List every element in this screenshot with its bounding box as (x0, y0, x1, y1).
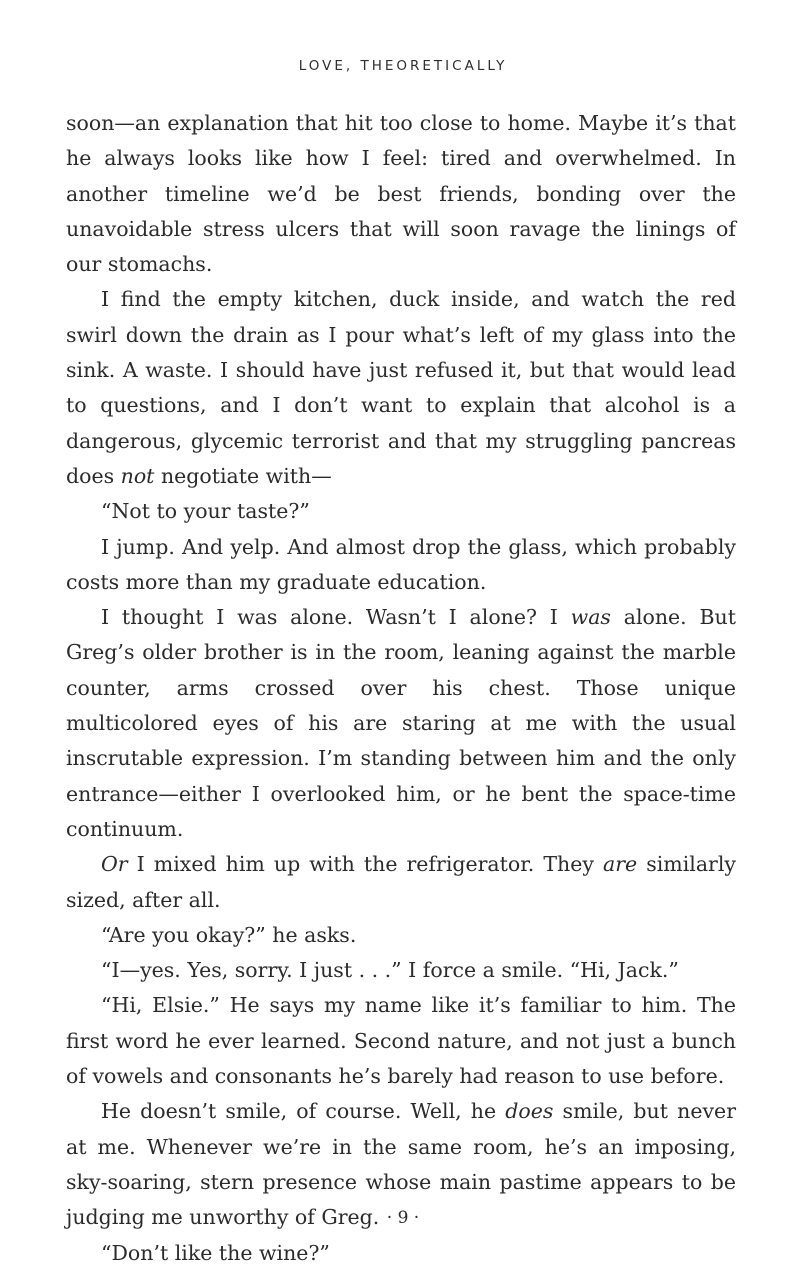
paragraph: “Don’t like the wine?” (101, 1240, 330, 1265)
paragraph: I find the empty kitchen, duck inside, and watch the red swirl down the drain as I pour what’s left of my glass into the sink. A waste. I should have just refused it, but that would lead to questions, and I don’t want to explain that alcohol is a dangerous, glycemic terrorist and that my struggling pancreas does not negotiate with— (66, 287, 736, 488)
paragraph: I jump. And yelp. And almost drop the glass, which probably costs more than my graduate education. (66, 534, 736, 594)
paragraph: “Hi, Elsie.” He says my name like it’s familiar to him. The first word he ever learned. Second nature, and not just a bunch of vowels and consonants he’s barely had reason to use before. (66, 993, 736, 1089)
paragraph: Or I mixed him up with the refrigerator. They are similarly sized, after all. (66, 852, 736, 912)
paragraph: “I—yes. Yes, sorry. I just . . .” I force a smile. “Hi, Jack.” (101, 958, 679, 983)
paragraph: soon—an explanation that hit too close to home. Maybe it’s that he always looks like how I feel: tired and overwhelmed. In another timeline we’d be best friends, bonding over the unavoidable stress ulcers that will soon ravage the linings of our stomachs. (66, 111, 736, 277)
paragraph: “Are you okay?” he asks. (101, 922, 357, 947)
paragraph: “Not to your taste?” (101, 499, 310, 524)
running-title: LOVE, THEORETICALLY (298, 58, 508, 74)
body-text (66, 106, 736, 1271)
paragraph: He doesn’t smile, of course. Well, he does smile, but never at me. Whenever we’re in the same room, he’s an imposing, sky-soaring, stern presence whose main pastime appears to be judging me unworthy of Greg. (66, 1099, 736, 1230)
paragraph: I thought I was alone. Wasn’t I alone? I was alone. But Greg’s older brother is in the room, leaning against the marble counter, arms crossed over his chest. Those unique multicolored eyes of his are staring at me with the usual inscrutable expression. I’m standing between him and the only entrance—either I overlooked him, or he bent the space-time continuum. (66, 605, 736, 841)
page-number: · 9 · (386, 1208, 420, 1228)
